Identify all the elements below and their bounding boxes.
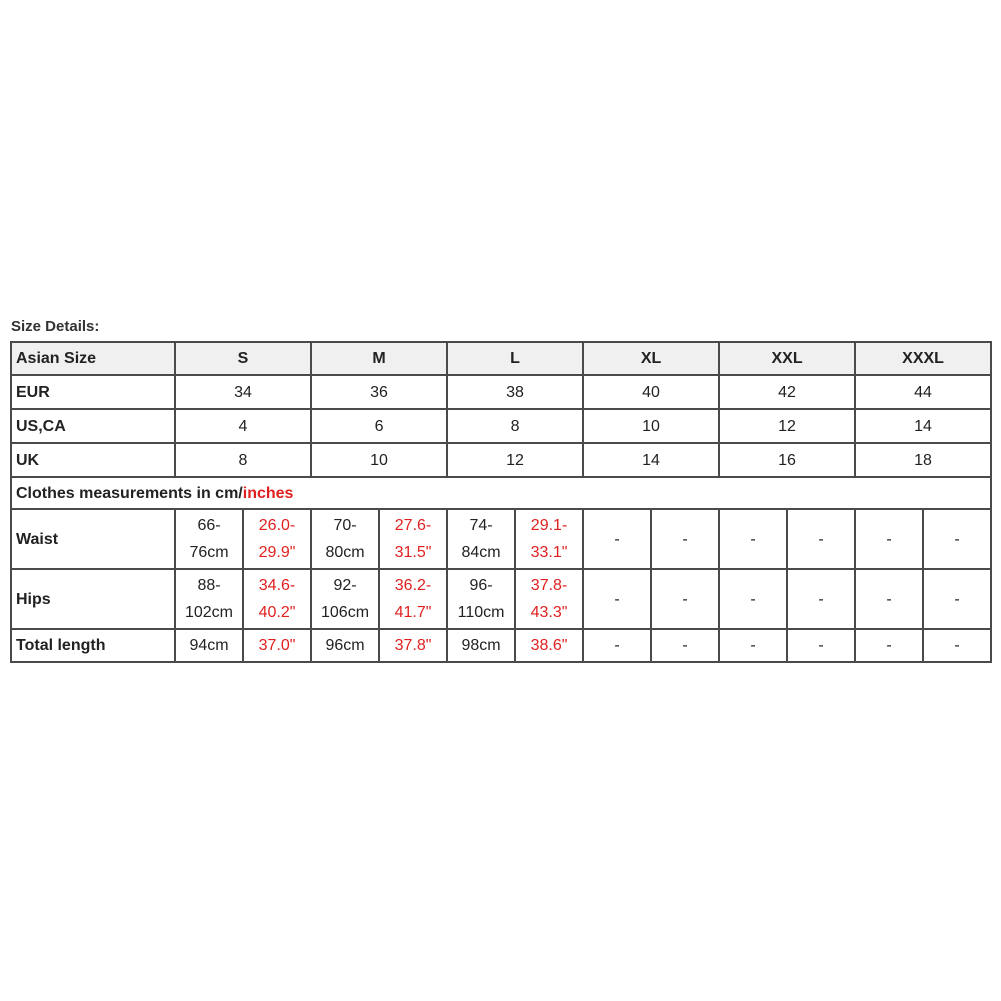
table-cell: 14	[583, 443, 719, 477]
row-label: Hips	[11, 569, 175, 629]
cm-cell: 96cm	[311, 629, 379, 662]
uk-row	[11, 443, 991, 477]
inch-cell: 38.6"	[515, 629, 583, 662]
inch-cell: 37.0"	[243, 629, 311, 662]
table-cell: 10	[311, 443, 447, 477]
cm-cell: -	[719, 569, 787, 629]
row-label: US,CA	[11, 409, 175, 443]
table-cell: 6	[311, 409, 447, 443]
table-cell: 44	[855, 375, 991, 409]
cm-cell: -	[719, 629, 787, 662]
inch-cell: 36.2- 41.7"	[379, 569, 447, 629]
hips-row	[11, 569, 991, 629]
total-length-row	[11, 629, 991, 662]
cm-cell: -	[583, 629, 651, 662]
cm-cell: 70- 80cm	[311, 509, 379, 569]
size-details-caption: Size Details:	[11, 318, 100, 335]
cm-cell: 88- 102cm	[175, 569, 243, 629]
cm-cell: 66- 76cm	[175, 509, 243, 569]
size-header-l: L	[447, 342, 583, 375]
row-label: Waist	[11, 509, 175, 569]
inch-cell: 26.0- 29.9"	[243, 509, 311, 569]
inch-cell: -	[787, 569, 855, 629]
measurements-section-title	[11, 477, 991, 509]
table-cell: 42	[719, 375, 855, 409]
inch-cell: 37.8- 43.3"	[515, 569, 583, 629]
eur-row	[11, 375, 991, 409]
size-header-row	[11, 342, 991, 375]
table-cell: 10	[583, 409, 719, 443]
us-ca-row	[11, 409, 991, 443]
inch-cell: -	[787, 509, 855, 569]
cm-cell: -	[855, 629, 923, 662]
inch-cell: 34.6- 40.2"	[243, 569, 311, 629]
section-inches-label: inches	[242, 484, 294, 502]
cm-cell: -	[855, 569, 923, 629]
cm-cell: 74- 84cm	[447, 509, 515, 569]
inch-cell: -	[923, 569, 991, 629]
size-header-xl: XL	[583, 342, 719, 375]
table-cell: 12	[447, 443, 583, 477]
row-label: EUR	[11, 375, 175, 409]
cm-cell: -	[583, 509, 651, 569]
table-cell: 16	[719, 443, 855, 477]
cm-cell: -	[855, 509, 923, 569]
table-cell: 36	[311, 375, 447, 409]
measurements-section-row	[11, 477, 991, 509]
cm-cell: 92- 106cm	[311, 569, 379, 629]
table-cell: 34	[175, 375, 311, 409]
size-header-s: S	[175, 342, 311, 375]
table-cell: 14	[855, 409, 991, 443]
inch-cell: 27.6- 31.5"	[379, 509, 447, 569]
cm-cell: 98cm	[447, 629, 515, 662]
table-cell: 40	[583, 375, 719, 409]
inch-cell: 29.1- 33.1"	[515, 509, 583, 569]
cm-cell: 96- 110cm	[447, 569, 515, 629]
table-cell: 38	[447, 375, 583, 409]
size-header-xxl: XXL	[719, 342, 855, 375]
size-header-m: M	[311, 342, 447, 375]
row-label: Total length	[11, 629, 175, 662]
inch-cell: -	[651, 629, 719, 662]
cm-cell: -	[719, 509, 787, 569]
inch-cell: -	[787, 629, 855, 662]
inch-cell: -	[651, 569, 719, 629]
waist-row	[11, 509, 991, 569]
table-cell: 4	[175, 409, 311, 443]
inch-cell: -	[651, 509, 719, 569]
cm-cell: -	[583, 569, 651, 629]
table-cell: 8	[447, 409, 583, 443]
inch-cell: -	[923, 629, 991, 662]
section-prefix: Clothes measurements in cm/	[16, 484, 243, 502]
table-cell: 8	[175, 443, 311, 477]
size-chart-table	[10, 341, 992, 663]
inch-cell: -	[923, 509, 991, 569]
table-cell: 12	[719, 409, 855, 443]
cm-cell: 94cm	[175, 629, 243, 662]
size-header-xxxl: XXXL	[855, 342, 991, 375]
row-label: UK	[11, 443, 175, 477]
table-cell: 18	[855, 443, 991, 477]
asian-size-label: Asian Size	[11, 342, 175, 375]
inch-cell: 37.8"	[379, 629, 447, 662]
